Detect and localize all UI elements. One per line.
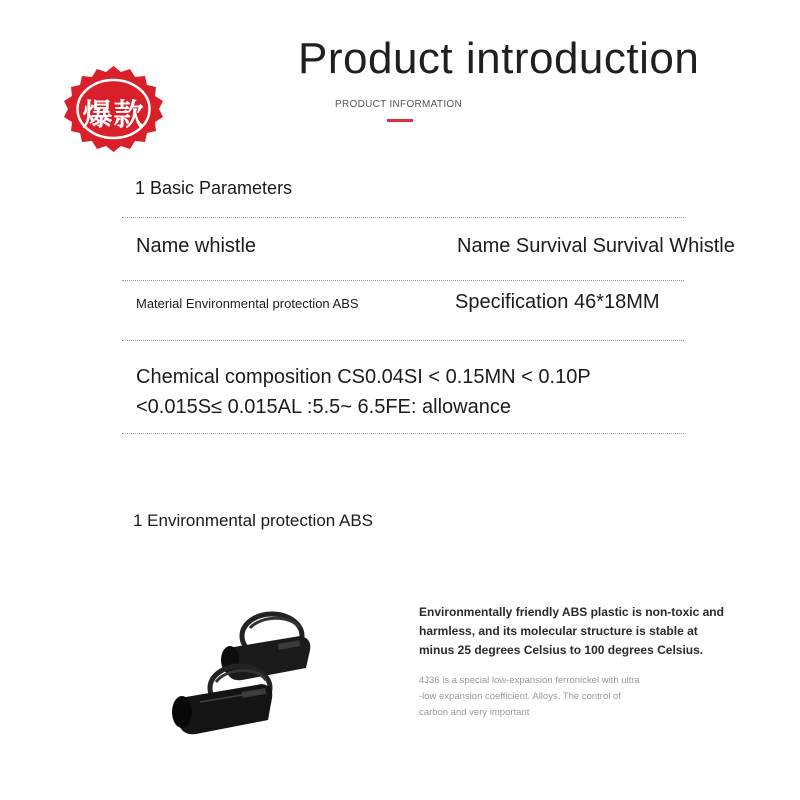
chemical-line-1: Chemical composition CS0.04SI < 0.15MN < 0.10P [136,366,591,388]
black-whistles-image [150,598,350,748]
badge-text: 爆款 [82,98,145,133]
param-chemical-composition [136,362,591,422]
environmental-heading: 1 Environmental protection ABS [133,511,374,530]
basic-parameters-heading: 1 Basic Parameters [135,178,293,198]
divider [122,280,684,281]
note-line-2: -low expansion coefficient. Alloys. The control of [419,691,621,702]
chemical-line-2: <0.015S≤ 0.015AL :5.5~ 6.5FE: allowance [136,396,511,418]
param-name-survival: Name Survival Survival Whistle [457,235,735,257]
divider [122,217,684,218]
hot-item-badge [57,64,170,154]
page-title: Product introduction [298,34,700,83]
abs-description: Environmentally friendly ABS plastic is non-toxic and harmless, and its molecular structure is stable at minus 25 degrees Celsius to 100 degrees Celsius. [419,605,724,657]
param-material: Material Environmental protection ABS [136,296,359,311]
note-line-3: carbon and very important [419,707,530,718]
param-name-whistle: Name whistle [136,235,257,257]
title-accent-bar [387,119,413,122]
page-subtitle: PRODUCT INFORMATION [335,99,462,110]
param-specification: Specification 46*18MM [455,291,660,313]
alloy-note [419,673,669,721]
note-line-1: 4J36 is a special low-expansion ferronickel with ultra [419,675,640,686]
divider [122,340,684,341]
divider [122,433,684,434]
